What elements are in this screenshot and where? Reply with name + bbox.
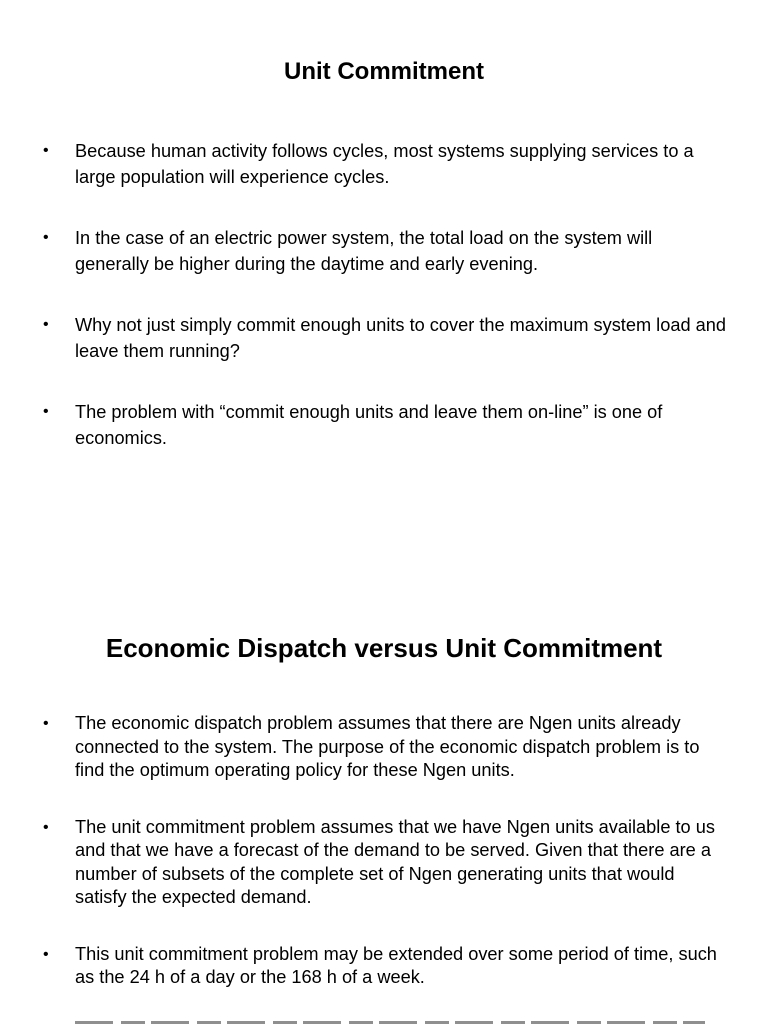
bullet-text: Because human activity follows cycles, most systems supplying services to a large population will experience cycles. — [75, 141, 694, 187]
bullet-text: Why not just simply commit enough units to cover the maximum system load and leave them running? — [75, 315, 726, 361]
truncated-next-line — [75, 1016, 705, 1024]
bullet-item — [40, 943, 730, 990]
bullet-list — [40, 138, 730, 486]
bullet-icon: • — [43, 715, 49, 732]
bullet-icon: • — [43, 229, 49, 246]
bullet-icon: • — [43, 316, 49, 333]
bullet-icon: • — [43, 818, 49, 836]
bullet-text: This unit commitment problem may be extended over some period of time, such as the 24 h of a day or the 168 h of a week. — [75, 943, 717, 987]
bullet-text: In the case of an electric power system, the total load on the system will generally be higher during the daytime and early evening. — [75, 228, 653, 274]
bullet-item — [40, 312, 730, 364]
bullet-text: The economic dispatch problem assumes that there are Ngen units already connected to the system. The purpose of the economic dispatch problem is to find the optimum operating policy for these Ngen units. — [75, 713, 700, 780]
bullet-text: The unit commitment problem assumes that we have Ngen units available to us and that we have a forecast of the demand to be served. Given that there are a number of subsets of the complete set of Ngen generating units that would satisfy the expected demand. — [75, 816, 715, 907]
bullet-text: The problem with “commit enough units and leave them on-line” is one of economics. — [75, 402, 663, 448]
bullet-item — [40, 399, 730, 451]
slide-economic-dispatch-vs-unit-commitment — [0, 560, 768, 1024]
bullet-item — [40, 225, 730, 277]
bullet-icon: • — [43, 142, 49, 159]
slide-title: Economic Dispatch versus Unit Commitment — [105, 633, 663, 663]
bullet-list — [40, 712, 730, 1023]
bullet-item — [40, 712, 730, 783]
bullet-item — [40, 816, 730, 910]
bullet-icon: • — [43, 403, 49, 420]
bullet-icon: • — [43, 945, 49, 963]
bullet-item — [40, 138, 730, 190]
slide-title: Unit Commitment — [284, 58, 484, 85]
